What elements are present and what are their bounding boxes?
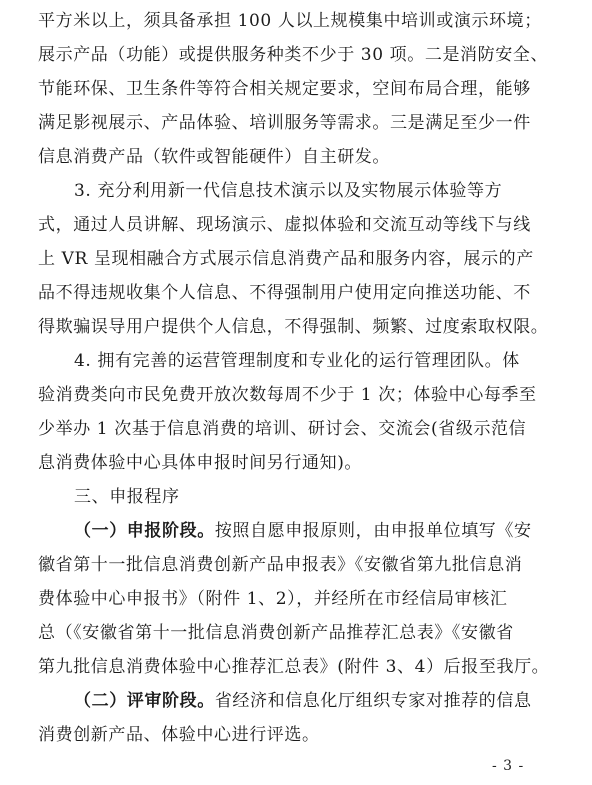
body-line-3: 节能环保、卫生条件等符合相关规定要求，空间布局合理，能够 — [38, 79, 531, 99]
body-line-7: 式，通过人员讲解、现场演示、虚拟体验和交流互动等线下与线 — [38, 215, 531, 235]
body-line-18: 费体验中心申报书》（附件 1、2），并经所在市经信局审核汇 — [38, 589, 508, 609]
body-line-13: 少举办 1 次基于信息消费的培训、研讨会、交流会(省级示范信 — [38, 419, 527, 439]
stage-1-heading: （一）申报阶段。 — [74, 521, 215, 541]
body-line-10: 得欺骗误导用户提供个人信息，不得强制、频繁、过度索取权限。 — [38, 317, 549, 337]
page-number: - 3 - — [492, 758, 525, 774]
body-line-22: 消费创新产品、体验中心进行评选。 — [38, 725, 320, 745]
section-heading: 三、申报程序 — [74, 487, 180, 507]
body-line-17: 徽省第十一批信息消费创新产品申报表》《安徽省第九批信息消 — [38, 555, 523, 575]
paragraph-stage-2-start — [74, 691, 554, 711]
stage-2-heading: （二）评审阶段。 — [74, 691, 215, 711]
paragraph-stage-1-start — [74, 521, 554, 541]
body-line-9: 品不得违规收集个人信息、不得强制用户使用定向推送功能、不 — [38, 283, 531, 303]
body-line-20: 第九批信息消费体验中心推荐汇总表》(附件 3、4）后报至我厅。 — [38, 657, 550, 677]
body-line-2: 展示产品（功能）或提供服务种类不少于 30 项。二是消防安全、 — [38, 45, 549, 65]
body-line-8: 上 VR 呈现相融合方式展示信息消费产品和服务内容，展示的产 — [38, 249, 534, 269]
body-line-1: 平方米以上，须具备承担 100 人以上规模集中培训或演示环境； — [38, 11, 542, 31]
paragraph-3-start: 3. 充分利用新一代信息技术演示以及实物展示体验等方 — [74, 181, 503, 201]
body-line-4: 满足影视展示、产品体验、培训服务等需求。三是满足至少一件 — [38, 113, 531, 133]
body-line-19: 总（《安徽省第十一批信息消费创新产品推荐汇总表》《安徽省 — [38, 623, 514, 643]
paragraph-4-start: 4. 拥有完善的运营管理制度和专业化的运行管理团队。体 — [74, 351, 520, 371]
stage-1-text: 按照自愿申报原则，由申报单位填写《安 — [214, 521, 532, 541]
body-line-5: 信息消费产品（软件或智能硬件）自主研发。 — [38, 147, 390, 167]
stage-2-text: 省经济和信息化厅组织专家对推荐的信息 — [214, 691, 532, 711]
body-line-12: 验消费类向市民免费开放次数每周不少于 1 次；体验中心每季至 — [38, 385, 537, 405]
body-line-14: 息消费体验中心具体申报时间另行通知)。 — [38, 453, 363, 473]
